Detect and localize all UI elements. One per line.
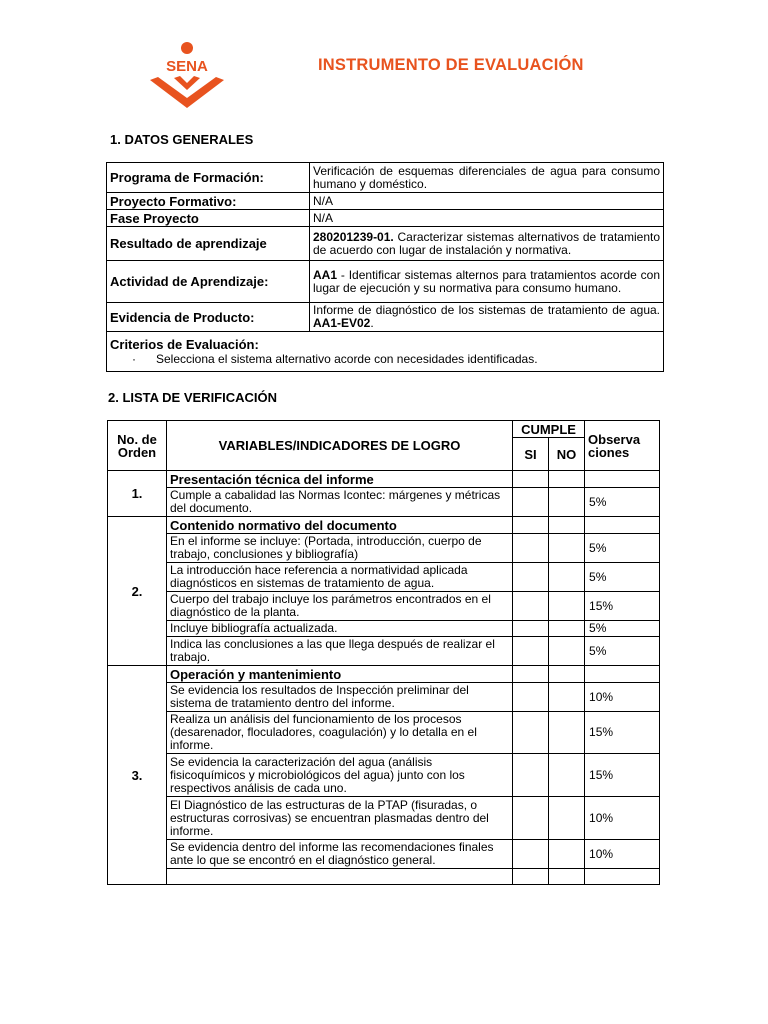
si-cell — [513, 754, 549, 797]
empty-cell — [167, 869, 513, 885]
indicator-percent: 10% — [585, 840, 660, 869]
proyecto-label: Proyecto Formativo: — [107, 193, 310, 210]
criterios-item — [110, 351, 660, 370]
no-cell — [549, 534, 585, 563]
indicator-percent: 15% — [585, 712, 660, 754]
si-cell — [513, 637, 549, 666]
no-cell — [549, 621, 585, 637]
no-cell — [549, 517, 585, 534]
document-title: INSTRUMENTO DE EVALUACIÓN — [318, 56, 584, 74]
no-cell — [549, 754, 585, 797]
logo-head — [181, 42, 193, 54]
si-cell — [513, 563, 549, 592]
si-cell — [513, 683, 549, 712]
si-cell — [513, 592, 549, 621]
no-cell — [549, 488, 585, 517]
group-title: Operación y mantenimiento — [167, 666, 513, 683]
fase-value: N/A — [310, 210, 664, 227]
criterios-label: Criterios de Evaluación: — [110, 336, 259, 352]
no-cell — [549, 683, 585, 712]
evidencia-label: Evidencia de Producto: — [107, 303, 310, 332]
indicator-text: Se evidencia los resultados de Inspección preliminar del sistema de tratamiento dentro del informe. — [167, 683, 513, 712]
indicator-percent: 5% — [585, 637, 660, 666]
evidencia-value — [310, 303, 664, 332]
no-cell — [549, 637, 585, 666]
resultado-value — [310, 227, 664, 261]
bullet: · — [132, 351, 136, 366]
group-number: 2. — [108, 517, 167, 666]
no-cell — [549, 666, 585, 683]
no-cell — [549, 592, 585, 621]
checklist-table — [107, 420, 660, 885]
si-cell — [513, 666, 549, 683]
indicator-percent: 15% — [585, 592, 660, 621]
header-si: SI — [513, 438, 549, 471]
si-cell — [513, 471, 549, 488]
header-observaciones: Observa ciones — [585, 421, 660, 471]
si-cell — [513, 488, 549, 517]
resultado-text: Caracterizar sistemas alternativos de tratamiento de acuerdo con lugar de instalación y normativa. — [313, 229, 660, 257]
section-datos-generales-title: 1. DATOS GENERALES — [110, 132, 254, 147]
actividad-value — [310, 261, 664, 303]
indicator-text: El Diagnóstico de las estructuras de la PTAP (fisuradas, o estructuras corrosivas) se encuentran plasmadas dentro del informe. — [167, 797, 513, 840]
obs-cell — [585, 517, 660, 534]
si-cell — [513, 797, 549, 840]
indicator-percent: 5% — [585, 488, 660, 517]
programa-value: Verificación de esquemas diferenciales de agua para consumo humano y doméstico. — [310, 163, 664, 193]
fase-label: Fase Proyecto — [107, 210, 310, 227]
proyecto-value: N/A — [310, 193, 664, 210]
indicator-percent: 5% — [585, 621, 660, 637]
si-cell — [513, 534, 549, 563]
header-no: NO — [549, 438, 585, 471]
obs-cell — [585, 666, 660, 683]
indicator-percent: 5% — [585, 534, 660, 563]
evidencia-code: AA1-EV02 — [313, 316, 371, 330]
no-cell — [549, 471, 585, 488]
indicator-text: En el informe se incluye: (Portada, introducción, cuerpo de trabajo, conclusiones y bibliografía) — [167, 534, 513, 563]
indicator-percent: 10% — [585, 683, 660, 712]
obs-cell — [585, 471, 660, 488]
evidencia-end: . — [370, 316, 374, 330]
header-no-orden: No. de Orden — [108, 421, 167, 471]
group-title: Contenido normativo del documento — [167, 517, 513, 534]
actividad-code: AA1 — [313, 267, 338, 282]
no-cell — [549, 797, 585, 840]
si-cell — [513, 869, 549, 885]
no-cell — [549, 869, 585, 885]
logo-chevron — [150, 77, 224, 108]
actividad-text: - Identificar sistemas alternos para tratamientos acorde con lugar de ejecución y su normativa para consumo humano. — [313, 267, 660, 295]
si-cell — [513, 712, 549, 754]
indicator-percent: 10% — [585, 797, 660, 840]
indicator-text: Se evidencia dentro del informe las recomendaciones finales ante lo que se encontró en el diagnóstico general. — [167, 840, 513, 869]
group-title: Presentación técnica del informe — [167, 471, 513, 488]
no-cell — [549, 840, 585, 869]
no-cell — [549, 712, 585, 754]
group-number: 1. — [108, 471, 167, 517]
resultado-code: 280201239-01. — [313, 229, 394, 244]
criterios-item-text: Selecciona el sistema alternativo acorde con necesidades identificadas. — [156, 351, 538, 366]
logo-chevron-inner — [174, 76, 200, 90]
si-cell — [513, 621, 549, 637]
obs-cell — [585, 869, 660, 885]
actividad-label: Actividad de Aprendizaje: — [107, 261, 310, 303]
no-cell — [549, 563, 585, 592]
header-cumple: CUMPLE — [513, 421, 585, 438]
indicator-percent: 5% — [585, 563, 660, 592]
indicator-text: Realiza un análisis del funcionamiento de los procesos (desarenador, floculadores, coagulación) y lo detalla en el informe. — [167, 712, 513, 754]
logo-text: SENA — [166, 58, 208, 75]
indicator-text: La introducción hace referencia a normatividad aplicada diagnósticos en sistemas de tratamiento de agua. — [167, 563, 513, 592]
si-cell — [513, 840, 549, 869]
si-cell — [513, 517, 549, 534]
section-lista-verificacion-title: 2. LISTA DE VERIFICACIÓN — [108, 390, 278, 405]
indicator-percent: 15% — [585, 754, 660, 797]
indicator-text: Se evidencia la caracterización del agua (análisis fisicoquímicos y microbiológicos del agua) junto con los respectivos análisis de cada uno. — [167, 754, 513, 797]
indicator-text: Cumple a cabalidad las Normas Icontec: márgenes y métricas del documento. — [167, 488, 513, 517]
evidencia-text: Informe de diagnóstico de los sistemas de tratamiento de agua. — [313, 303, 660, 317]
indicator-text: Incluye bibliografía actualizada. — [167, 621, 513, 637]
criterios-cell — [107, 332, 664, 372]
general-data-table — [106, 162, 664, 372]
programa-label: Programa de Formación: — [107, 163, 310, 193]
sena-logo — [146, 40, 228, 110]
resultado-label: Resultado de aprendizaje — [107, 227, 310, 261]
indicator-text: Cuerpo del trabajo incluye los parámetros encontrados en el diagnóstico de la planta. — [167, 592, 513, 621]
header-variables: VARIABLES/INDICADORES DE LOGRO — [167, 421, 513, 471]
indicator-text: Indica las conclusiones a las que llega después de realizar el trabajo. — [167, 637, 513, 666]
group-number: 3. — [108, 666, 167, 885]
